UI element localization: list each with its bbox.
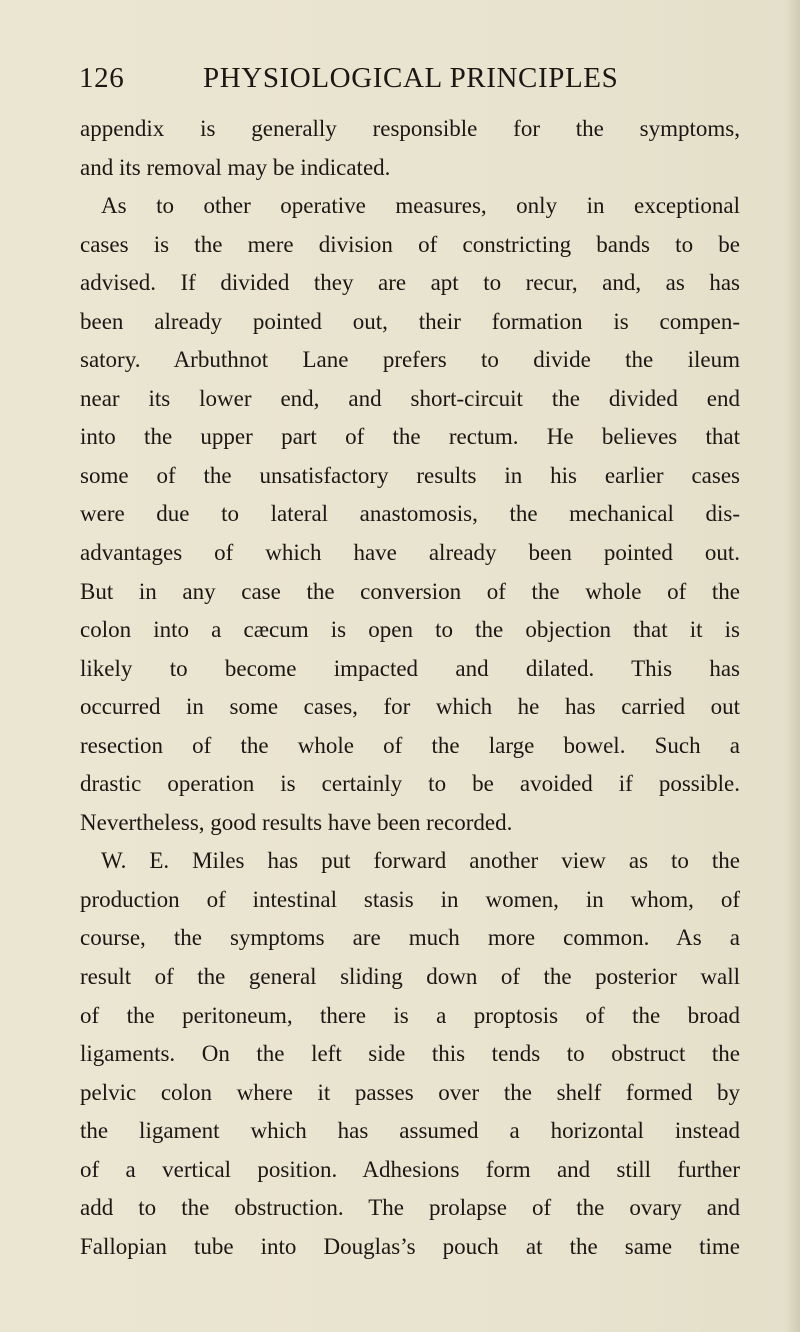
text-line: course, the symptoms are much more common. As a — [80, 925, 740, 951]
text-line: likely to become impacted and dilated. This has — [80, 655, 740, 681]
text-line: cases is the mere division of constricting bands to be — [80, 231, 740, 257]
text-line: add to the obstruction. The prolapse of the ovary and — [80, 1195, 740, 1221]
text-line: some of the unsatisfactory results in his earlier cases — [80, 462, 740, 488]
text-line: pelvic colon where it passes over the shelf formed by — [80, 1079, 740, 1105]
text-line: occurred in some cases, for which he has carried out — [80, 694, 740, 720]
text-line: and its removal may be indicated. — [80, 154, 391, 180]
text-line: the ligament which has assumed a horizontal instead — [80, 1118, 740, 1144]
text-line: of a vertical position. Adhesions form and still further — [80, 1156, 740, 1182]
text-line: Nevertheless, good results have been recorded. — [80, 809, 513, 835]
text-line: result of the general sliding down of the posterior wall — [80, 964, 740, 990]
text-line: drastic operation is certainly to be avoided if possible. — [80, 771, 740, 797]
text-line: appendix is generally responsible for the symptoms, — [80, 116, 740, 141]
text-line: were due to lateral anastomosis, the mechanical dis- — [80, 501, 740, 527]
text-line: colon into a cæcum is open to the objection that it is — [80, 617, 740, 643]
text-line: production of intestinal stasis in women, in whom, of — [80, 886, 740, 912]
text-line: ligaments. On the left side this tends to obstruct the — [80, 1041, 740, 1067]
page-number: 126 — [79, 62, 125, 94]
text-line: of the peritoneum, there is a proptosis of the broad — [80, 1002, 740, 1028]
page-edge-shadow — [786, 0, 800, 1332]
text-line: But in any case the conversion of the whole of the — [80, 578, 740, 604]
text-line: near its lower end, and short-circuit the divided end — [80, 385, 740, 411]
text-line: W. E. Miles has put forward another view as to the — [101, 848, 740, 874]
text-line: been already pointed out, their formation is compen- — [80, 308, 740, 334]
text-line: into the upper part of the rectum. He believes that — [80, 424, 740, 450]
text-line: satory. Arbuthnot Lane prefers to divide the ileum — [80, 347, 740, 373]
text-line: As to other operative measures, only in exceptional — [101, 193, 740, 219]
text-line: advised. If divided they are apt to recur, and, as has — [80, 270, 740, 296]
text-line: Fallopian tube into Douglas’s pouch at the same time — [80, 1233, 740, 1259]
text-line: advantages of which have already been pointed out. — [80, 540, 740, 566]
running-head: PHYSIOLOGICAL PRINCIPLES — [203, 62, 619, 94]
body-text — [80, 110, 740, 1266]
page-header — [79, 58, 739, 98]
text-line: resection of the whole of the large bowel. Such a — [80, 732, 740, 758]
